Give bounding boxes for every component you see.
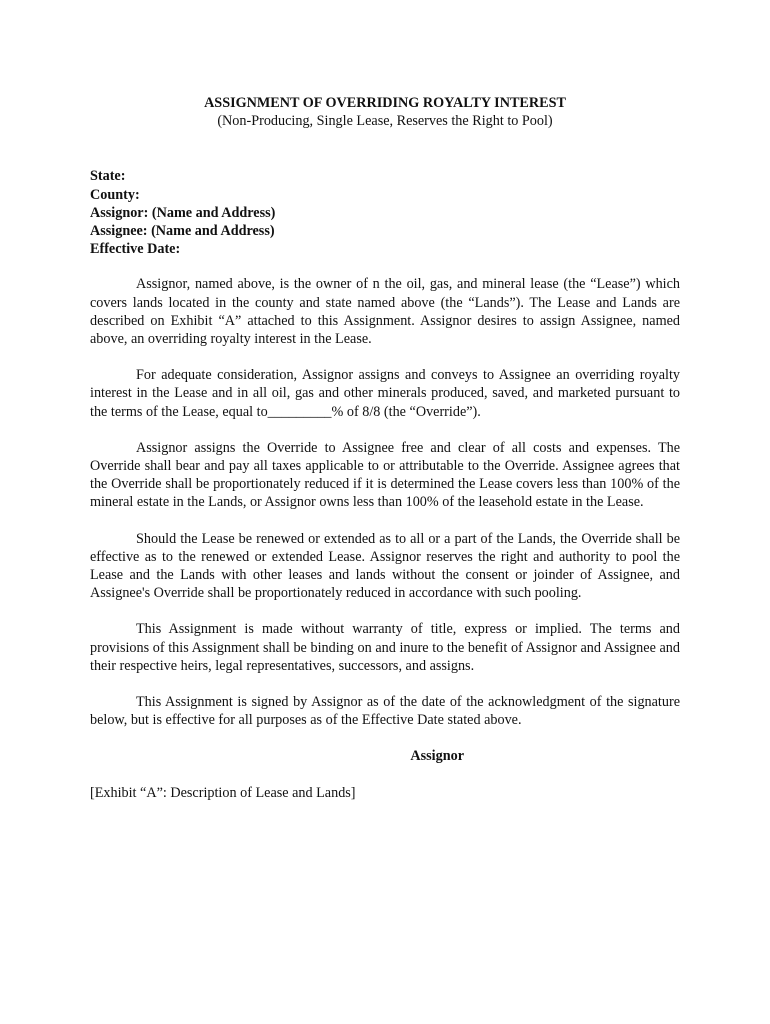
field-assignee: Assignee: (Name and Address) [90, 223, 275, 240]
field-state: State: [90, 168, 126, 185]
document-subtitle: (Non-Producing, Single Lease, Reserves the Right to Pool) [217, 113, 553, 130]
field-effective-date: Effective Date: [90, 241, 181, 258]
paragraph-effective: This Assignment is signed by Assignor as of the date of the acknowledgment of the signature below, but is effective for all purposes as of the Effective Date stated above. [90, 694, 680, 729]
header-fields [90, 167, 680, 258]
document-title: ASSIGNMENT OF OVERRIDING ROYALTY INTEREST [204, 95, 566, 111]
paragraph-consideration: For adequate consideration, Assignor assigns and conveys to Assignee an overriding royalty interest in the Lease and in all oil, gas and other minerals produced, saved, and marketed pursuant to the terms of the Lease, equal to_________% of 8/8 (the “Override”). [90, 367, 680, 420]
paragraph-renewal-pooling: Should the Lease be renewed or extended as to all or a part of the Lands, the Override shall be effective as to the renewed or extended Lease. Assignor reserves the right and authority to pool the Lease and the Lands with other leases and lands without the consent or joinder of Assignee, and Assignee's Override shall be proportionately reduced in accordance with such pooling. [90, 530, 680, 602]
paragraph-ownership: Assignor, named above, is the owner of n the oil, gas, and mineral lease (the “Lease”) which covers lands located in the county and state named above (the “Lands”). The Lease and Lands are described on Exhibit “A” attached to this Assignment. Assignor desires to assign Assignee, named above, an overriding royalty interest in the Lease. [90, 276, 680, 348]
field-assignor: Assignor: (Name and Address) [90, 204, 276, 221]
paragraph-costs-taxes: Assignor assigns the Override to Assignee free and clear of all costs and expenses. The Override shall bear and pay all taxes applicable to or attributable to the Override. Assignee agrees that the Override shall be proportionately reduced if it is determined the Lease covers less than 100% of the mineral estate in the Lands, or Assignor owns less than 100% of the leasehold estate in the Lease. [90, 439, 680, 511]
document-page [90, 94, 680, 802]
exhibit-note: [Exhibit “A”: Description of Lease and Lands] [90, 784, 356, 801]
field-county: County: [90, 186, 140, 203]
document-body [90, 275, 680, 801]
paragraph-warranty: This Assignment is made without warranty of title, express or implied. The terms and provisions of this Assignment shall be binding on and inure to the benefit of Assignor and Assignee and their respective heirs, legal representatives, successors, and assigns. [90, 621, 680, 674]
signature-assignor-label: Assignor [410, 748, 464, 765]
